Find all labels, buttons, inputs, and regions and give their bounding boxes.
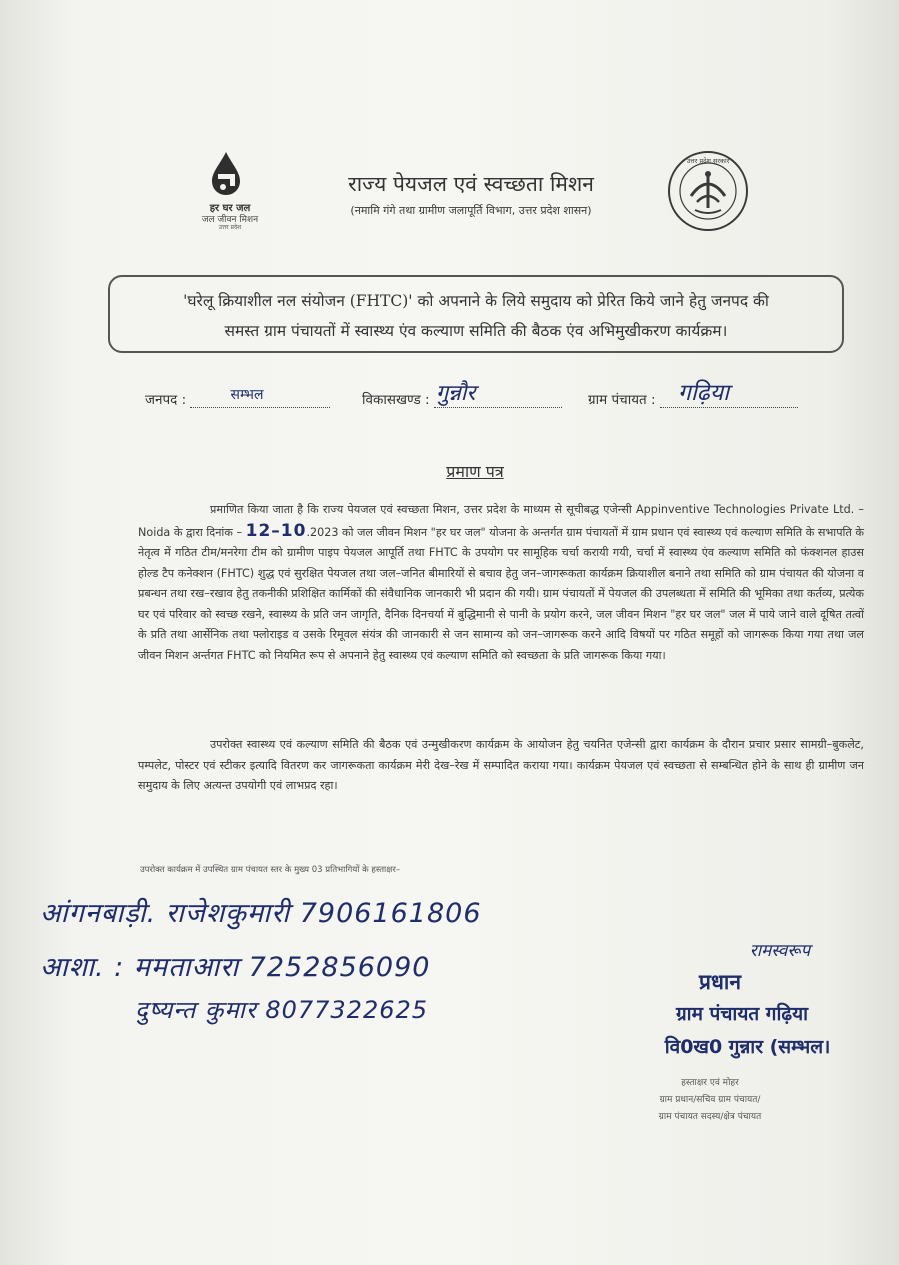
footer-line-2: ग्राम प्रधान/सचिव ग्राम पंचायत/ (659, 1095, 761, 1105)
district-dotted-line (190, 387, 330, 408)
handwritten-date: 12–10 (245, 520, 307, 541)
panchayat-label: ग्राम पंचायत : (588, 392, 656, 408)
water-drop-icon (206, 150, 246, 196)
signature-third-member: दुष्यन्त कुमार 8077322625 (135, 996, 429, 1024)
block-label: विकासखण्ड : (362, 392, 430, 408)
har-ghar-jal-logo (188, 150, 272, 232)
pradhan-signature: रामस्वरूप (749, 941, 811, 961)
district-label: जनपद : (145, 392, 187, 408)
panchayat-dotted-line (660, 380, 798, 408)
program-banner (108, 275, 844, 353)
block-dotted-line (434, 381, 562, 408)
footer-line-3: ग्राम पंचायत सदस्य/क्षेत्र पंचायत (658, 1112, 762, 1122)
up-government-seal (667, 150, 749, 232)
banner-line-1: 'घरेलू क्रियाशील नल संयोजन (FHTC)' को अपनाने के लिये समुदाय को प्रेरित किये जाने हेतु जनपद की (183, 292, 769, 310)
signature-anganwadi: आंगनबाड़ी. राजेशकुमारी 7906161806 (40, 898, 482, 929)
panchayat-field (588, 380, 798, 408)
stamp-line-1: प्रधान (699, 970, 741, 994)
certificate-paragraph-1 (138, 500, 864, 666)
para2-text: उपरोक्त स्वास्थ्य एवं कल्याण समिति की बैठक एवं उन्मुखीकरण कार्यक्रम के आयोजन हेतु चयनित एजेन्सी द्वारा कार्यक्रम के दौरान प्रचार प्रसार सामग्री–बुकलेट, पम्पलेट, पोस्टर एवं स्टीकर इत्यादि वितरण कर जागरूकता कार्यक्रम मेरी देख–रेख में सम्पादित कराया गया। कार्यक्रम पेयजल एवं स्वच्छता से सम्बन्धित होने के साथ ही ग्रामीण जन समुदाय के लिए अत्यन्त उपयोगी एवं लाभप्रद रहा। (138, 738, 864, 792)
printed-year: .2023 (306, 525, 339, 539)
signature-asha: आशा. : ममताआरा 7252856090 (40, 952, 431, 983)
certificate-title: प्रमाण पत्र (446, 462, 504, 481)
seal-text: उत्तर प्रदेश सरकार (686, 157, 730, 165)
para1-start: प्रमाणित किया जाता है कि राज्य पेयजल एवं स्वच्छता मिशन, उत्तर प्रदेश के माध्यम से सूचीबद्ध एजेन्सी Appinventive Technologies Private Ltd. – Noida के द्वारा दिनांक – (138, 503, 864, 539)
block-value: गुन्नौर (435, 381, 476, 406)
logo-line-3: उत्तर प्रदेश (218, 224, 242, 231)
footer-sign-block (600, 1075, 820, 1126)
para1-rest: को जल जीवन मिशन "हर घर जल" योजना के अन्तर्गत ग्राम पंचायतों में ग्राम प्रधान एवं स्वास्थ्य एवं कल्याण समिति के सभापति के नेतृत्व में गठित टीम/मनरेगा टीम को ग्रामीण पाइप पेयजल आपूर्ति तथा FHTC के उपयोग पर सामूहिक चर्चा करायी गयी, चर्चा में स्वास्थ्य एंव कल्याण समिति को फंक्शनल हाउस होल्ड टैप कनेक्शन (FHTC) शुद्ध एवं सुरक्षित पेयजल तथा जल–जनित बीमारियों से बचाव हेतु जन–जागरूकता कार्यक्रम क्रियाशील बनाने तथा समिति को ग्राम पंचायत की योजना व प्रबन्धन तथा रख–रखाव हेतु तकनीकी प्रशिक्षित कार्मिकों की संवैधानिक जानकारी भी प्रदान की गयी। ग्राम पंचायतों में पेयजल की उपलब्धता में समिति की भूमिका तथा कर्तव्य, प्रत्येक घर एवं परिवार को स्वच्छ रखने, स्वास्थ्य के प्रति जन जागृति, दैनिक दिनचर्या में बुद्धिमानी से पानी के प्रयोग करने, जल जीवन मिशन "हर घर जल" जल में पाये जाने वाले दूषित तत्वों के प्रति तथा आर्सेनिक तथा फ्लोराइड व उसके रिमूवल संयंत्र की जानकारी से जन सामान्य को जन–जागरूक करने आदि विषयों पर गठित समूहों को जागरूक किया गया तथा जल जीवन मिशन अर्न्तगत FHTC को नियमित रूप से अपनाने हेतु स्वास्थ्य एवं कल्याण समिति को स्वच्छता के प्रति जागरूक किया गया। (138, 525, 864, 662)
panchayat-value: गढ़िया (677, 380, 730, 406)
org-title: राज्य पेयजल एवं स्वच्छता मिशन (348, 172, 594, 196)
block-field (362, 381, 562, 408)
district-field (145, 387, 330, 408)
stamp-line-3: वि0ख0 गुन्नार (सम्भल। (664, 1036, 831, 1058)
certificate-paragraph-2 (138, 735, 864, 797)
stamp-line-2: ग्राम पंचायत गढ़िया (675, 1003, 809, 1025)
district-value: सम्भल (230, 387, 264, 403)
logo-line-2: जल जीवन मिशन (201, 215, 259, 225)
logo-line-1: हर घर जल (209, 203, 251, 214)
banner-line-2: समस्त ग्राम पंचायतों में स्वास्थ्य एंव कल्याण समिति की बैठक एंव अभिमुखीकरण कार्यक्रम। (224, 322, 728, 340)
org-subtitle: (नमामि गंगे तथा ग्रामीण जलापूर्ति विभाग, उत्तर प्रदेश शासन) (350, 204, 592, 217)
footer-line-1: हस्ताक्षर एवं मोहर (681, 1078, 739, 1088)
signatories-caption: उपरोक्त कार्यक्रम में उपस्थित ग्राम पंचायत स्तर के मुख्य 03 प्रतिभागियों के हस्ताक्षर– (140, 865, 401, 875)
